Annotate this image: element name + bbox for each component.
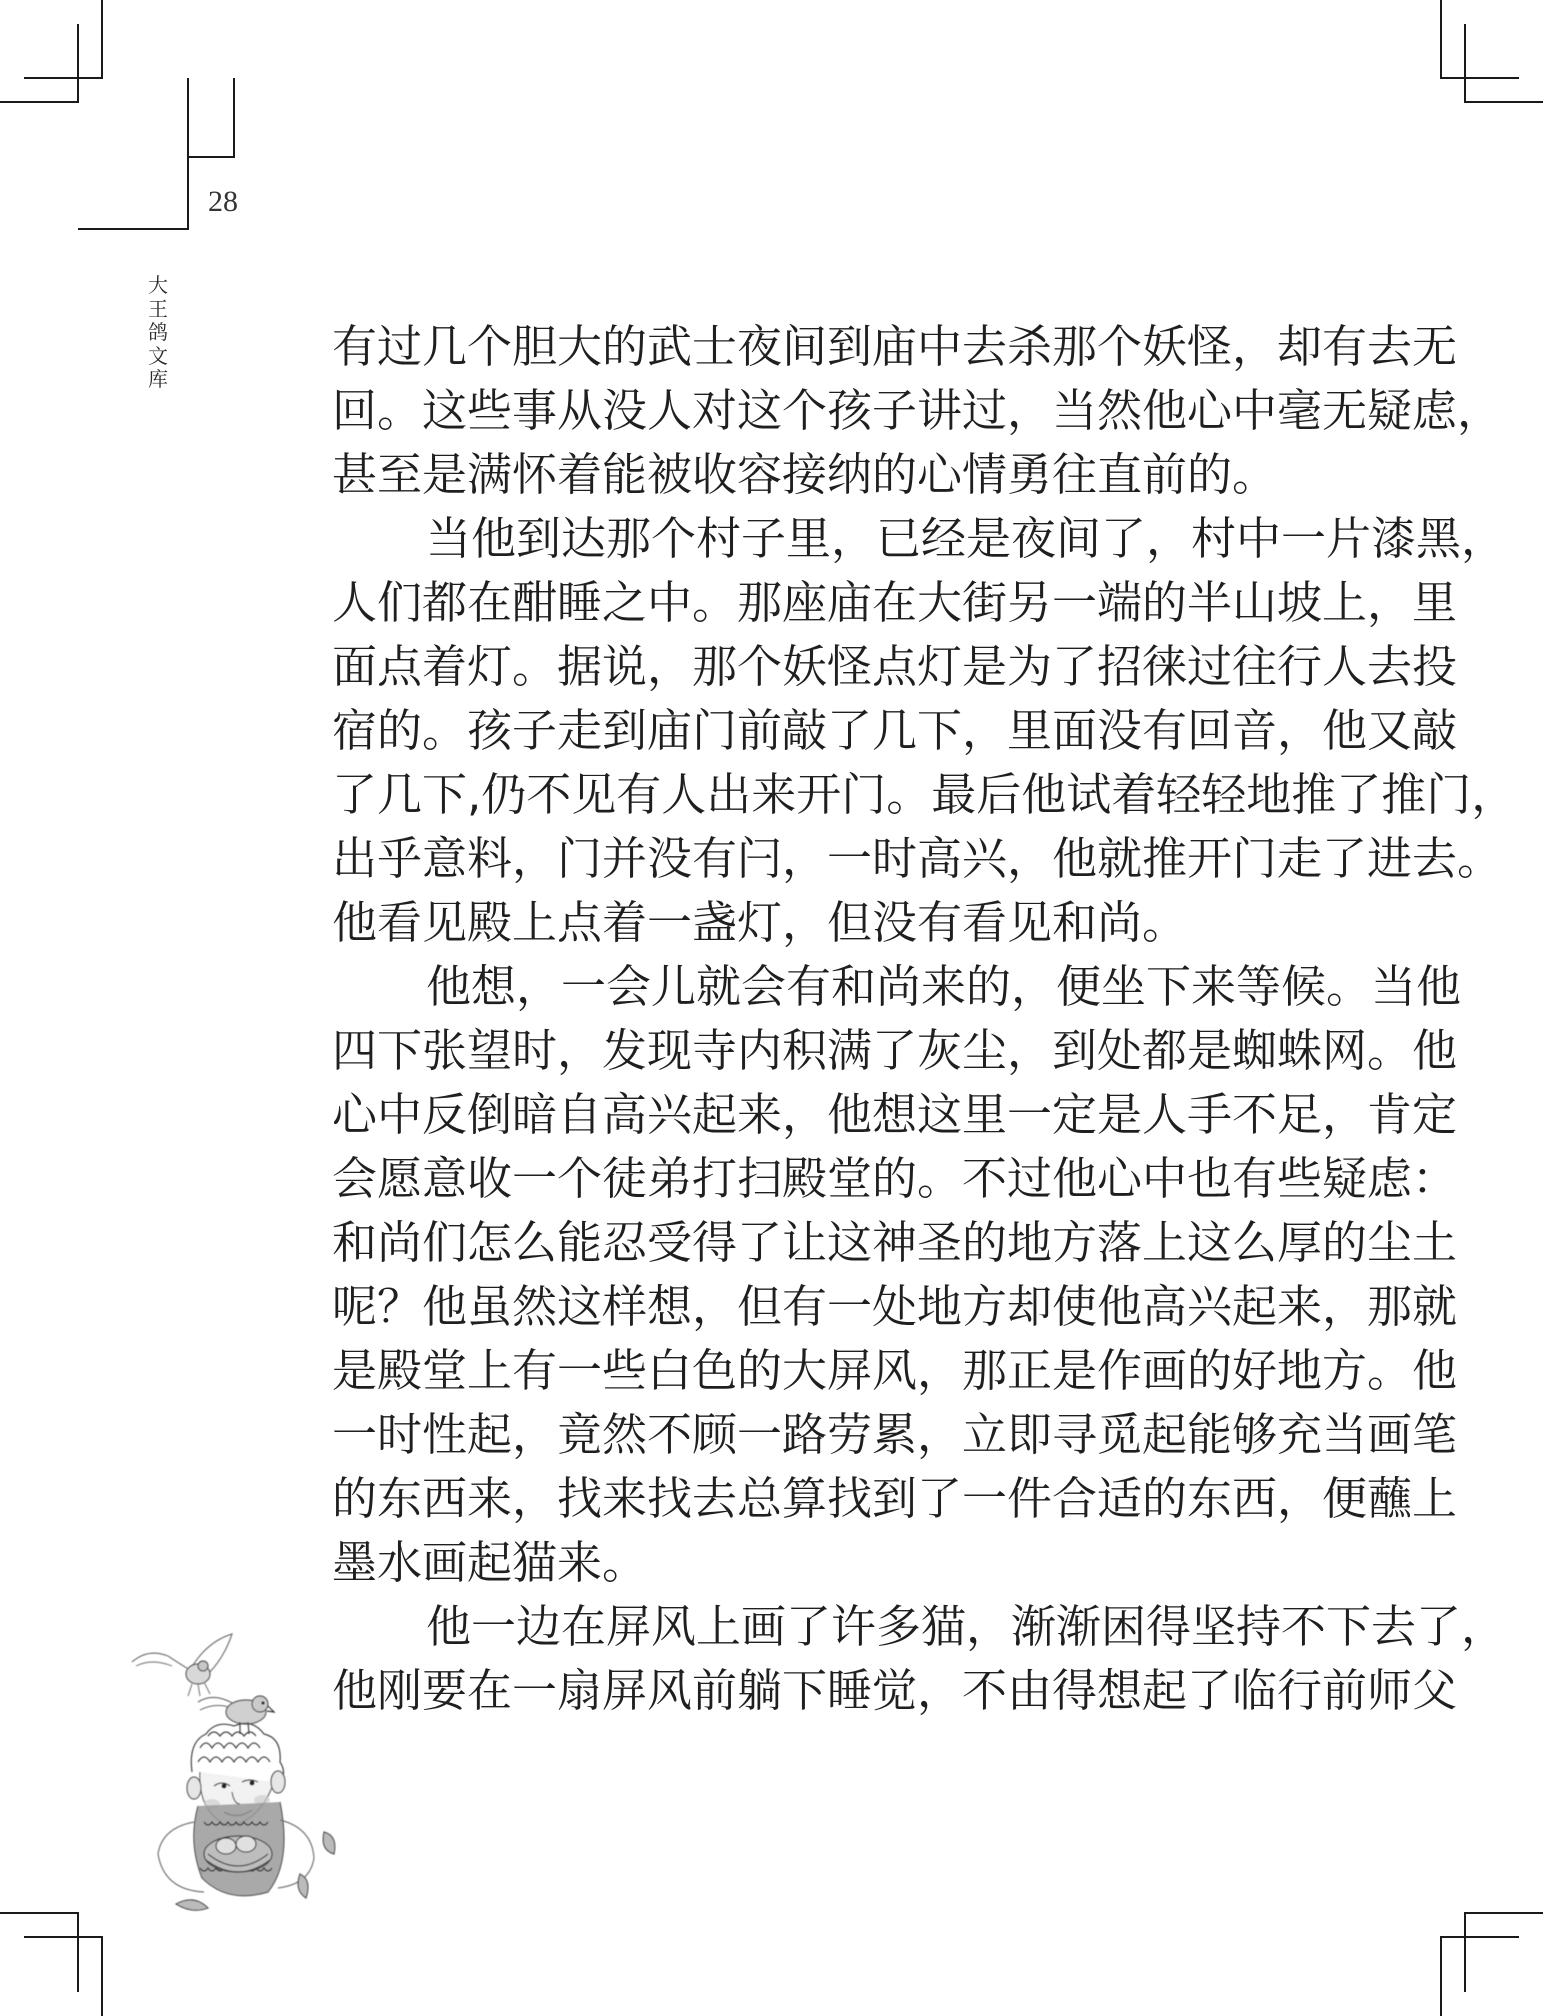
crop-mark <box>77 1912 79 1992</box>
body-text <box>332 315 1517 1723</box>
text-line: 和尚们怎么能忍受得了让这神圣的地方落上这么厚的尘土 <box>332 1216 1458 1269</box>
crop-mark <box>24 1936 103 1938</box>
crop-mark <box>24 77 103 79</box>
text-line: 心中反倒暗自高兴起来，他想这里一定是人手不足，肯定 <box>332 1088 1458 1141</box>
text-line: 当他到达那个村子里，已经是夜间了，村中一片漆黑， <box>426 512 1507 565</box>
text-line: 宿的。孩子走到庙门前敲了几下，里面没有回音，他又敲 <box>332 704 1458 757</box>
illustration <box>128 1622 348 1914</box>
series-title: 大王鸽文库 <box>148 273 168 392</box>
crop-mark <box>1440 1936 1442 2016</box>
crop-mark <box>0 1912 79 1914</box>
crop-mark <box>0 101 79 103</box>
page-number-bracket <box>187 78 189 230</box>
text-line: 了几下,仍不见有人出来开门。最后他试着轻轻地推了推门， <box>332 768 1517 821</box>
crop-mark <box>1440 0 1442 79</box>
crop-mark <box>1464 101 1543 103</box>
text-line: 有过几个胆大的武士夜间到庙中去杀那个妖怪，却有去无 <box>332 320 1458 373</box>
crop-mark <box>1440 77 1519 79</box>
page-number-bracket <box>187 156 235 158</box>
page-number: 28 <box>208 185 238 218</box>
text-line: 面点着灯。据说，那个妖怪点灯是为了招徕过往行人去投 <box>332 640 1458 693</box>
text-line: 他一边在屏风上画了许多猫，渐渐困得坚持不下去了， <box>426 1600 1507 1653</box>
crop-mark <box>77 24 79 103</box>
crop-mark <box>1440 1936 1519 1938</box>
flying-bird-icon <box>132 1634 232 1696</box>
text-line: 出乎意料，门并没有闩，一时高兴，他就推开门走了进去。 <box>332 832 1503 885</box>
crop-mark <box>101 0 103 79</box>
text-line: 的东西来，找来找去总算找到了一件合适的东西，便蘸上 <box>332 1472 1458 1525</box>
text-line: 一时性起，竟然不顾一路劳累，立即寻觅起能够充当画笔 <box>332 1408 1458 1461</box>
text-line: 他想，一会儿就会有和尚来的，便坐下来等候。当他 <box>426 960 1462 1013</box>
text-line: 回。这些事从没人对这个孩子讲过，当然他心中毫无疑虑， <box>332 384 1503 437</box>
perched-bird-icon <box>198 1696 274 1734</box>
nest <box>204 1836 272 1872</box>
text-line: 墨水画起猫来。 <box>332 1536 648 1589</box>
crop-mark <box>1464 24 1466 103</box>
page-number-bracket <box>233 78 235 158</box>
text-line: 甚至是满怀着能被收容接纳的心情勇往直前的。 <box>332 448 1278 501</box>
text-line: 四下张望时，发现寺内积满了灰尘，到处都是蜘蛛网。他 <box>332 1024 1458 1077</box>
text-line: 会愿意收一个徒弟打扫殿堂的。不过他心中也有些疑虑： <box>332 1152 1458 1205</box>
text-line: 他刚要在一扇屏风前躺下睡觉，不由得想起了临行前师父 <box>332 1664 1458 1717</box>
text-line: 人们都在酣睡之中。那座庙在大街另一端的半山坡上，里 <box>332 576 1458 629</box>
bearded-man-with-birds-icon <box>128 1622 348 1914</box>
text-line: 他看见殿上点着一盏灯，但没有看见和尚。 <box>332 896 1188 949</box>
crop-mark <box>101 1936 103 2016</box>
text-line: 是殿堂上有一些白色的大屏风，那正是作画的好地方。他 <box>332 1344 1458 1397</box>
crop-mark <box>1464 1912 1543 1914</box>
page-number-bracket <box>78 228 189 230</box>
crop-mark <box>1464 1912 1466 1992</box>
text-line: 呢？他虽然这样想，但有一处地方却使他高兴起来，那就 <box>332 1280 1458 1333</box>
